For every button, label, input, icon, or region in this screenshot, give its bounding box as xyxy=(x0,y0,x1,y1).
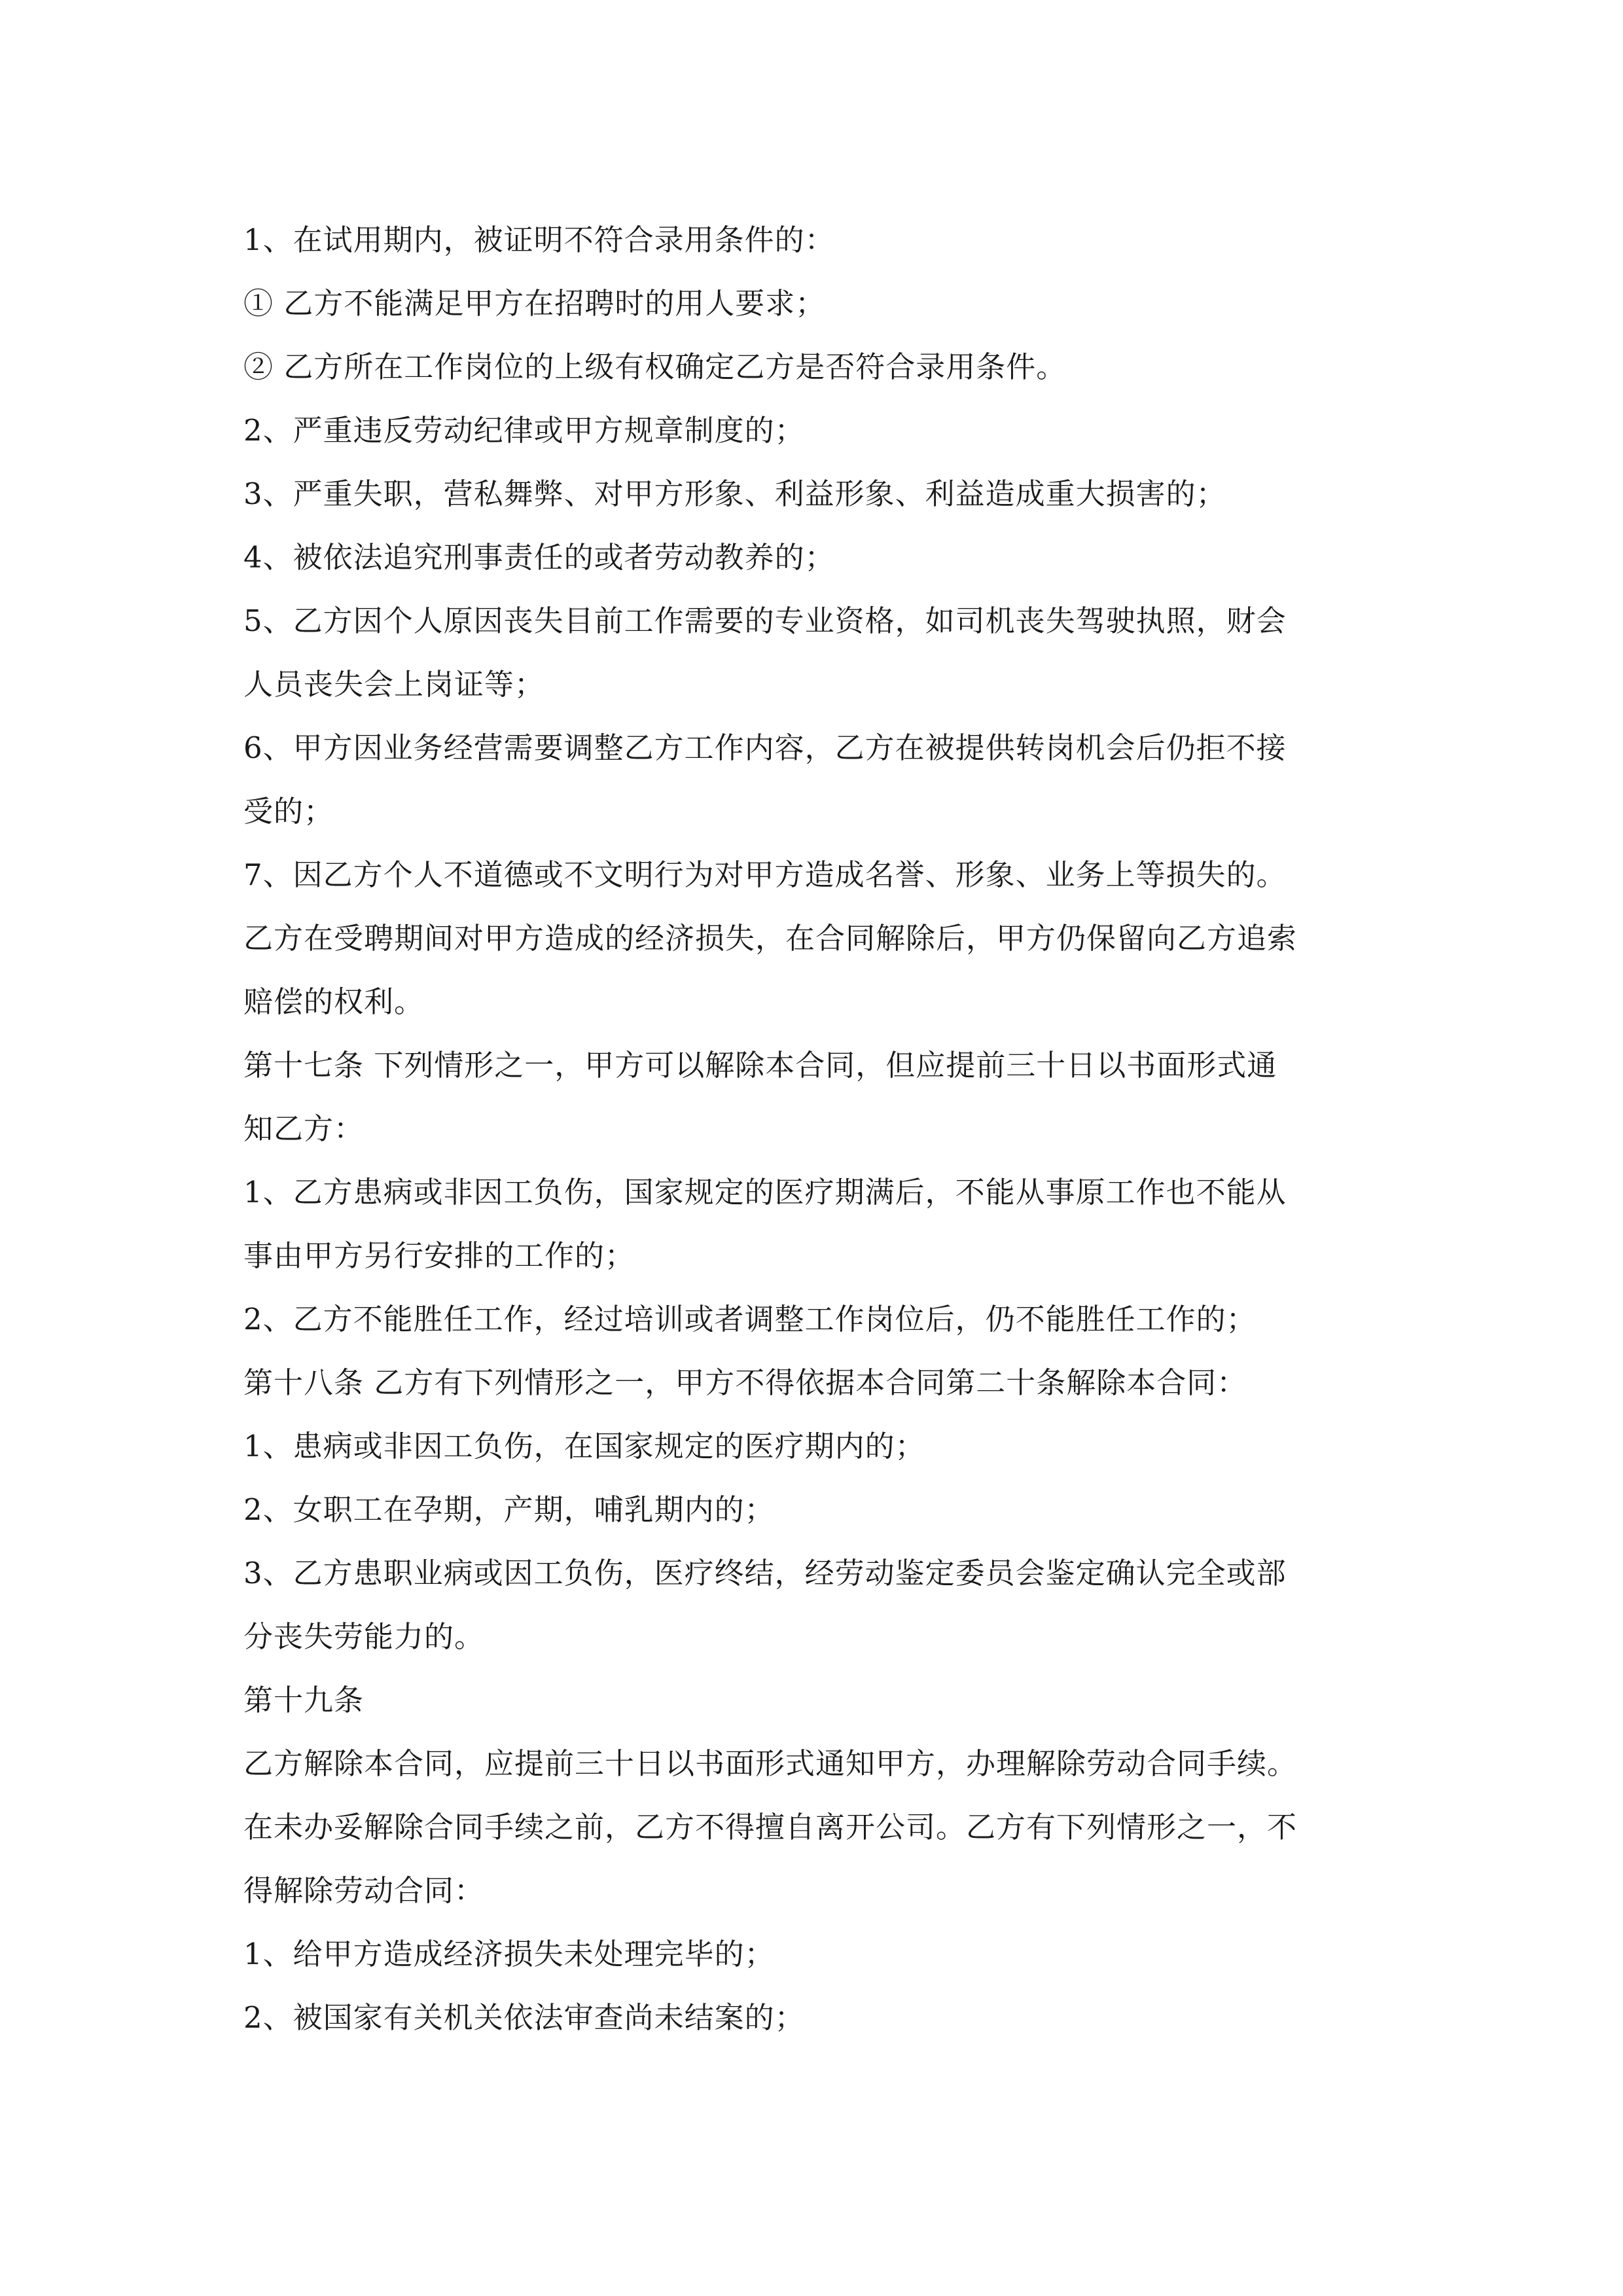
text-line: 受的； xyxy=(243,794,334,829)
text-line: 人员丧失会上岗证等； xyxy=(243,667,545,702)
text-line: 1、在试用期内，被证明不符合录用条件的： xyxy=(243,223,835,257)
article-heading-18: 第十八条 乙方有下列情形之一，甲方不得依据本合同第二十条解除本合同： xyxy=(243,1365,1247,1400)
text-line: 1、乙方患病或非因工负伤，国家规定的医疗期满后，不能从事原工作也不能从 xyxy=(243,1175,1287,1210)
article-heading-17: 第十七条 下列情形之一，甲方可以解除本合同，但应提前三十日以书面形式通 xyxy=(243,1048,1277,1083)
text-line: 得解除劳动合同： xyxy=(243,1873,485,1908)
text-line: 2、乙方不能胜任工作，经过培训或者调整工作岗位后，仍不能胜任工作的； xyxy=(243,1302,1257,1336)
text-line: 乙方在受聘期间对甲方造成的经济损失，在合同解除后，甲方仍保留向乙方追索 xyxy=(243,921,1298,956)
text-line: 2、严重违反劳动纪律或甲方规章制度的； xyxy=(243,413,805,448)
text-line: 事由甲方另行安排的工作的； xyxy=(243,1238,635,1273)
text-line: 乙方解除本合同，应提前三十日以书面形式通知甲方，办理解除劳动合同手续。 xyxy=(243,1746,1298,1781)
text-line: 5、乙方因个人原因丧失目前工作需要的专业资格，如司机丧失驾驶执照，财会 xyxy=(243,603,1287,638)
text-line: 4、被依法追究刑事责任的或者劳动教养的； xyxy=(243,540,835,575)
text-line: 2、女职工在孕期，产期，哺乳期内的； xyxy=(243,1492,775,1527)
text-line: 3、严重失职，营私舞弊、对甲方形象、利益形象、利益造成重大损害的； xyxy=(243,476,1226,511)
text-line: 6、甲方因业务经营需要调整乙方工作内容，乙方在被提供转岗机会后仍拒不接 xyxy=(243,730,1287,765)
text-line: ① 乙方不能满足甲方在招聘时的用人要求； xyxy=(243,286,826,321)
text-line: 3、乙方患职业病或因工负伤，医疗终结，经劳动鉴定委员会鉴定确认完全或部 xyxy=(243,1556,1287,1590)
text-line: 2、被国家有关机关依法审查尚未结案的； xyxy=(243,2000,805,2035)
text-line: ② 乙方所在工作岗位的上级有权确定乙方是否符合录用条件。 xyxy=(243,350,1067,384)
text-line: 在未办妥解除合同手续之前，乙方不得擅自离开公司。乙方有下列情形之一，不 xyxy=(243,1810,1298,1844)
text-line: 知乙方： xyxy=(243,1111,365,1146)
text-line: 1、给甲方造成经济损失未处理完毕的； xyxy=(243,1937,775,1971)
text-line: 赔偿的权利。 xyxy=(243,984,425,1019)
text-line: 7、因乙方个人不道德或不文明行为对甲方造成名誉、形象、业务上等损失的。 xyxy=(243,857,1287,892)
text-line: 分丧失劳能力的。 xyxy=(243,1619,485,1654)
text-line: 1、患病或非因工负伤，在国家规定的医疗期内的； xyxy=(243,1429,925,1463)
article-heading-19: 第十九条 xyxy=(243,1683,365,1717)
document-body xyxy=(243,208,1395,2049)
